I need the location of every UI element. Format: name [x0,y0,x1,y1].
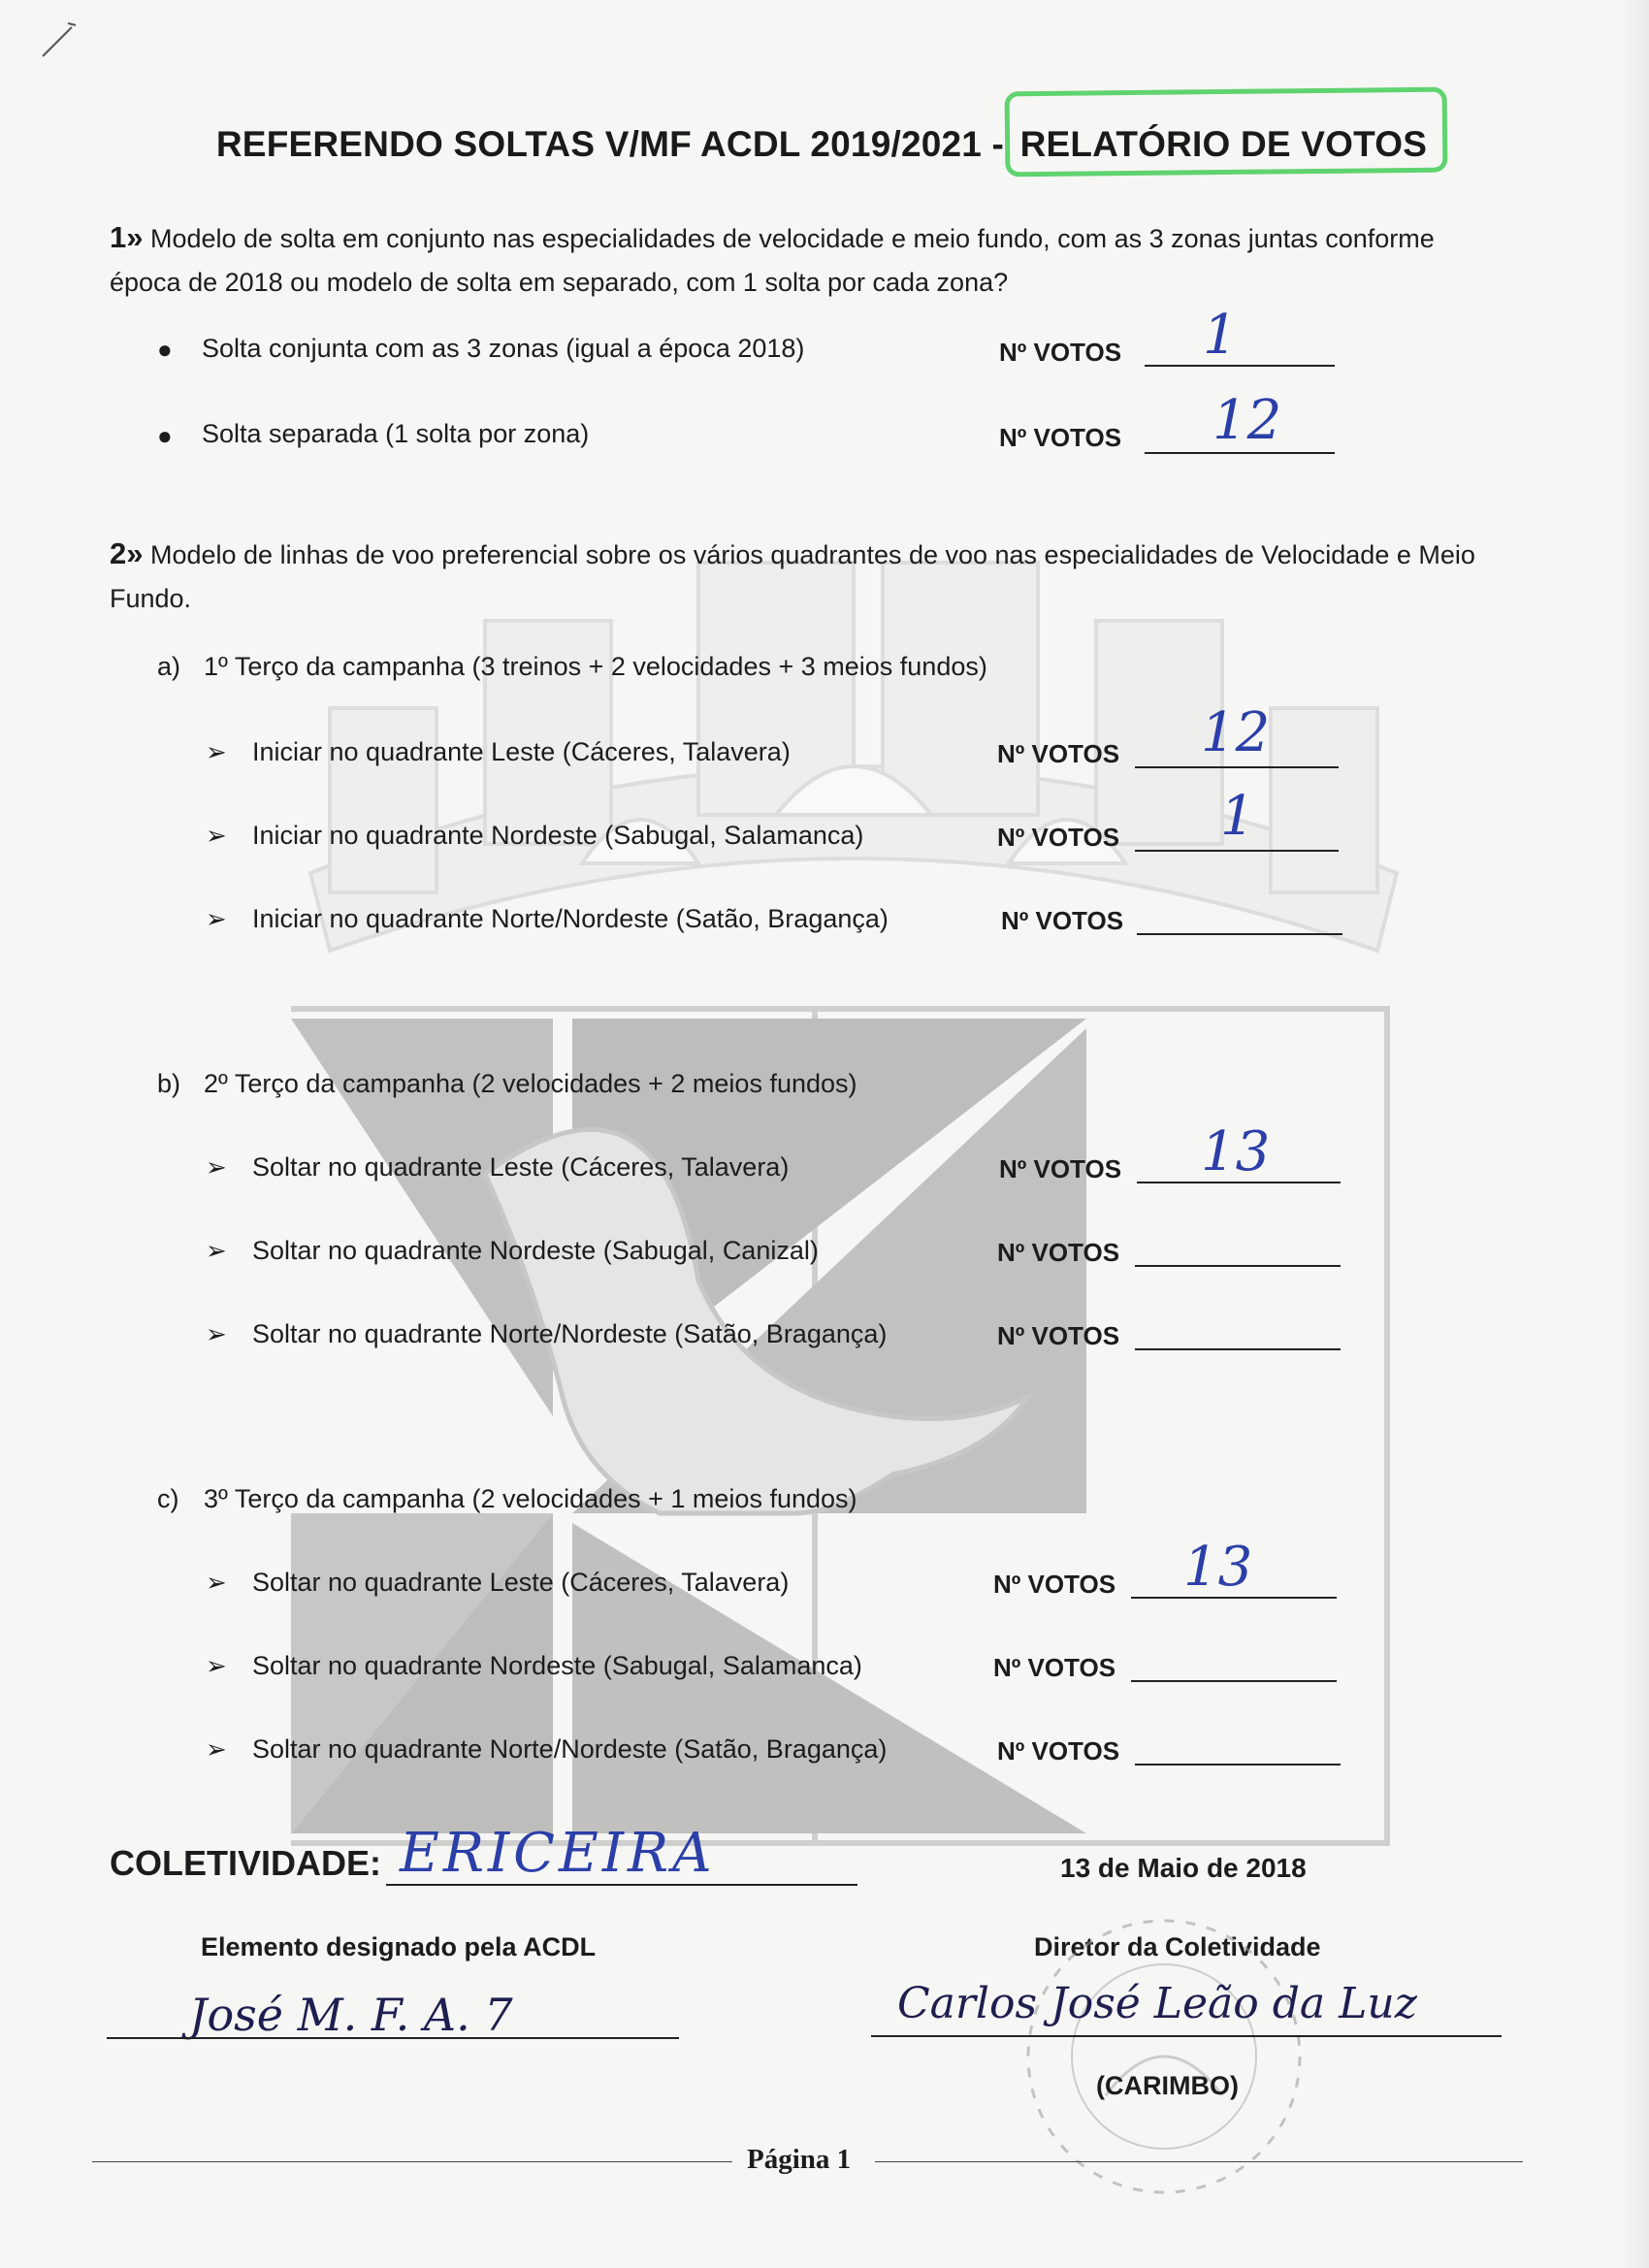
stamp-label: (CARIMBO) [1096,2071,1239,2100]
part-b-option-1-votes-value: 13 [1201,1120,1271,1183]
part-a-option-1-votes-label: Nº VOTOS [997,739,1120,768]
q1-option-2-label: Solta separada (1 solta por zona) [202,419,590,448]
part-c-letter: c) [157,1484,179,1513]
arrow-bullet-icon: ➢ [206,1568,227,1597]
part-c-option-2-votes-line [1131,1680,1337,1682]
footer-rule-right [875,2161,1523,2162]
part-b-option-2-label: Soltar no quadrante Nordeste (Sabugal, Canizal) [252,1236,819,1265]
arrow-bullet-icon: ➢ [206,1319,227,1348]
right-signature-line [871,2035,1502,2037]
part-c-option-1-votes-value: 13 [1183,1536,1253,1599]
part-b-letter: b) [157,1069,181,1098]
coletividade-line [386,1884,857,1886]
arrow-bullet-icon: ➢ [206,1236,227,1265]
arrow-bullet-icon: ➢ [206,821,227,850]
right-signature: Carlos José Leão da Luz [897,1979,1417,2028]
right-signature-title: Diretor da Coletividade [1034,1932,1321,1961]
bullet-icon: ● [157,421,173,450]
part-a-option-2-label: Iniciar no quadrante Nordeste (Sabugal, Salamanca) [252,821,864,850]
part-c-option-2-label: Soltar no quadrante Nordeste (Sabugal, Salamanca) [252,1651,862,1680]
part-c-option-1-votes-label: Nº VOTOS [993,1570,1116,1599]
part-a-option-3-votes-line [1137,933,1342,935]
part-c-option-1-label: Soltar no quadrante Leste (Cáceres, Talavera) [252,1568,790,1597]
part-c-option-3-votes-line [1135,1764,1341,1766]
q1-option-1-votes-label: Nº VOTOS [999,338,1122,367]
left-signature-title: Elemento designado pela ACDL [201,1932,597,1961]
q1-option-1-votes-value: 1 [1203,304,1238,367]
part-a-option-3-votes-label: Nº VOTOS [1001,906,1124,935]
question-1-text: Modelo de solta em conjunto nas especialidades de velocidade e meio fundo, com as 3 zonas juntas conforme época de 2018 ou modelo de solta em separado, com 1 solta por cada zona? [110,224,1435,297]
part-a-title: 1º Terço da campanha (3 treinos + 2 velocidades + 3 meios fundos) [204,652,987,681]
left-signature-line [107,2037,679,2039]
title-highlight: RELATÓRIO DE VOTOS [1015,124,1434,165]
q1-option-2-votes-value: 12 [1212,389,1282,452]
part-a-option-1-votes-line [1135,766,1339,768]
part-b-option-3-votes-line [1135,1348,1341,1350]
q1-option-2-votes-label: Nº VOTOS [999,423,1122,452]
q1-option-2-votes-line [1145,452,1335,454]
part-a-letter: a) [157,652,181,681]
arrow-bullet-icon: ➢ [206,1152,227,1182]
part-b-option-2-votes-line [1135,1265,1341,1267]
part-a-option-3-label: Iniciar no quadrante Norte/Nordeste (Satão, Bragança) [252,904,889,933]
coletividade-value: ERICEIRA [400,1822,716,1885]
part-a-option-2-votes-line [1135,850,1339,852]
q1-option-1-label: Solta conjunta com as 3 zonas (igual a época 2018) [202,334,805,363]
pen-mark [39,21,78,60]
coletividade-label: COLETIVIDADE: [110,1843,382,1883]
part-b-option-3-label: Soltar no quadrante Norte/Nordeste (Satão, Bragança) [252,1319,888,1348]
bullet-icon: ● [157,335,173,364]
q1-option-1-votes-line [1145,365,1335,367]
part-a-option-1-label: Iniciar no quadrante Leste (Cáceres, Talavera) [252,737,791,766]
question-2-text: Modelo de linhas de voo preferencial sobre os vários quadrantes de voo nas especialidades de Velocidade e Meio Fundo. [110,540,1475,613]
question-1-number: 1» [110,220,144,254]
part-b-option-2-votes-label: Nº VOTOS [997,1238,1120,1267]
title-main: REFERENDO SOLTAS V/MF ACDL 2019/2021 - [215,124,1015,164]
arrow-bullet-icon: ➢ [206,904,227,933]
arrow-bullet-icon: ➢ [206,1734,227,1764]
question-2-number: 2» [110,536,144,570]
document-title [216,124,1433,165]
footer-rule-left [92,2161,732,2162]
stamp-icon [980,1901,1348,2212]
part-b-title: 2º Terço da campanha (2 velocidades + 2 meios fundos) [204,1069,857,1098]
part-c-option-3-votes-label: Nº VOTOS [997,1736,1120,1766]
part-a-option-2-votes-label: Nº VOTOS [997,823,1120,852]
arrow-bullet-icon: ➢ [206,737,227,766]
question-1 [110,215,1487,305]
part-b-option-3-votes-label: Nº VOTOS [997,1321,1120,1350]
part-a-option-2-votes-value: 1 [1220,785,1255,848]
document-date: 13 de Maio de 2018 [1060,1853,1307,1883]
page-number: Página 1 [747,2144,852,2175]
part-c-option-2-votes-label: Nº VOTOS [993,1653,1116,1682]
arrow-bullet-icon: ➢ [206,1651,227,1680]
question-2 [110,532,1487,621]
part-c-title: 3º Terço da campanha (2 velocidades + 1 meios fundos) [204,1484,857,1513]
part-b-option-1-votes-label: Nº VOTOS [999,1154,1122,1183]
left-signature: José M. F. A. 7 [189,1989,513,2041]
part-b-option-1-label: Soltar no quadrante Leste (Cáceres, Talavera) [252,1152,790,1182]
part-a-option-1-votes-value: 12 [1201,701,1271,764]
part-c-option-3-label: Soltar no quadrante Norte/Nordeste (Satão, Bragança) [252,1734,888,1764]
page-edge-shadow [1620,0,1649,2268]
